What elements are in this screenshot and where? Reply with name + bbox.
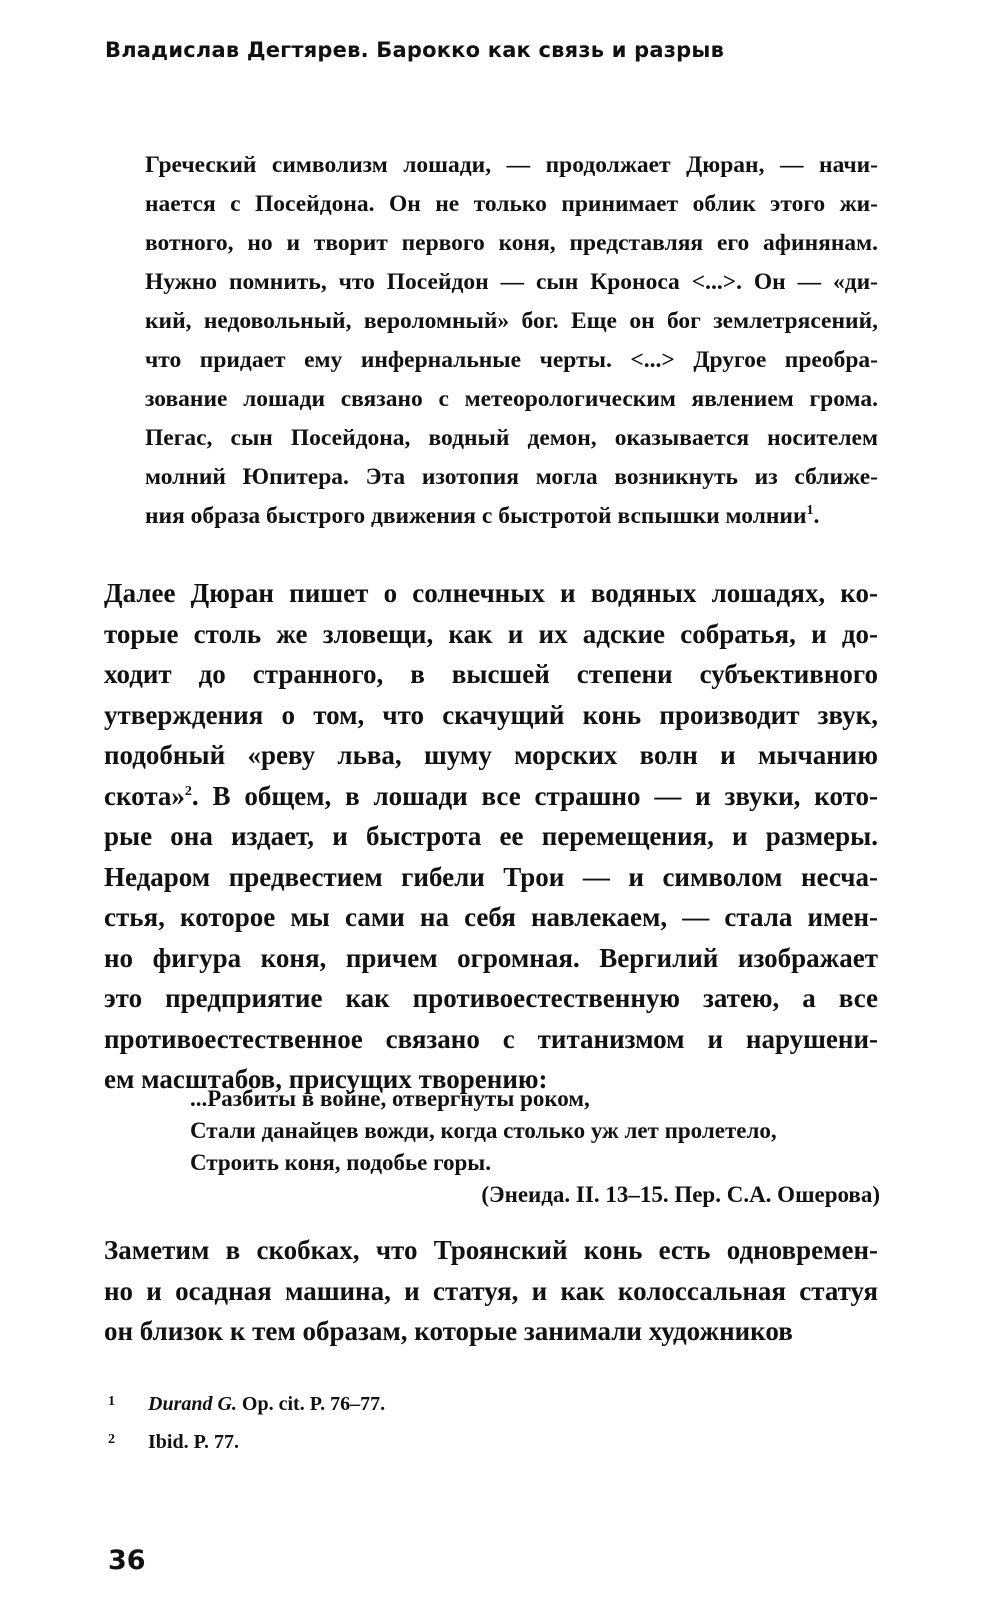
paragraph-line-start: скота»	[104, 780, 185, 811]
quote-line: Греческий символизм лошади, — продолжает Дюран, — начи-	[145, 152, 878, 178]
quote-line-text: ния образа быстрого движения с быстротой вспышки молнии	[145, 503, 807, 529]
page-number: 36	[108, 1545, 146, 1576]
footnote-mark: 2	[108, 1432, 115, 1447]
footnote-ref: 1	[806, 503, 814, 519]
quote-end-punct: .	[813, 503, 820, 529]
verse-line: ...Разбиты в войне, отвергнуты роком,	[190, 1086, 590, 1111]
footnote-author: Durand G.	[148, 1393, 237, 1415]
paragraph-line: он близок к тем образам, которые занимали художников	[104, 1316, 793, 1346]
footnote-mark: 1	[108, 1394, 115, 1409]
paragraph-line: Далее Дюран пишет о солнечных и водяных лошадях, ко-	[104, 578, 878, 608]
paragraph-line-with-ref	[104, 776, 878, 817]
quote-line: Пегас, сын Посейдона, водный демон, оказывается носителем	[145, 425, 878, 451]
paragraph-1	[104, 573, 878, 1100]
running-head: Владислав Дегтярев. Барокко как связь и разрыв	[105, 38, 725, 62]
footnote-2	[108, 1421, 385, 1459]
footnote-ref: 2	[184, 783, 192, 799]
paragraph-line: ем масштабов, присущих творению:	[104, 1064, 548, 1094]
quote-line-last	[145, 497, 878, 536]
quote-line: что придает ему инфернальные черты. <...> Другое преобра-	[145, 347, 878, 373]
paragraph-line-rest: . В общем, в лошади все страшно — и звуки, кото-	[191, 780, 878, 811]
quote-line: зование лошади связано с метеорологическим явлением грома.	[145, 386, 878, 412]
footnotes	[108, 1383, 385, 1459]
paragraph-line: рые она издает, и быстрота ее перемещения, и размеры.	[104, 821, 878, 851]
quote-line: кий, недовольный, вероломный» бог. Еще он бог землетрясений,	[145, 308, 878, 334]
paragraph-2	[104, 1230, 878, 1352]
paragraph-line: но и осадная машина, и статуя, и как колоссальная статуя	[104, 1275, 878, 1306]
footnote-text: Op. cit. P. 76–77.	[236, 1393, 386, 1415]
footnote-text: Ibid. P. 77.	[148, 1431, 239, 1453]
paragraph-line: торые столь же зловещи, как и их адские собратья, и до-	[104, 618, 878, 649]
quote-line: молний Юпитера. Эта изотопия могла возникнуть из сближе-	[145, 464, 878, 490]
verse-quote	[190, 1083, 880, 1211]
paragraph-line: подобный «реву льва, шуму морских волн и мычанию	[104, 740, 878, 770]
verse-citation: (Энеида. II. 13–15. Пер. С.А. Ошерова)	[481, 1182, 880, 1207]
paragraph-line: ходит до странного, в высшей степени субъективного	[104, 659, 878, 689]
quote-line: нается с Посейдона. Он не только принимает облик этого жи-	[145, 191, 878, 217]
paragraph-line: противоестественное связано с титанизмом и нарушени-	[104, 1023, 878, 1054]
verse-line: Стали данайцев вожди, когда столько уж лет пролетело,	[190, 1118, 777, 1143]
paragraph-line: это предприятие как противоестественную затею, а все	[104, 983, 878, 1013]
paragraph-line: но фигура коня, причем огромная. Вергилий изображает	[104, 942, 878, 973]
paragraph-line: Заметим в скобках, что Троянский конь есть одновремен-	[104, 1235, 878, 1265]
paragraph-line: утверждения о том, что скачущий конь производит звук,	[104, 699, 878, 730]
paragraph-line: стья, которое мы сами на себя навлекаем, — стала имен-	[104, 902, 878, 932]
quote-line: Нужно помнить, что Посейдон — сын Кроноса <...>. Он — «ди-	[145, 269, 878, 295]
block-quote	[145, 146, 878, 536]
verse-line: Строить коня, подобье горы.	[190, 1150, 491, 1175]
footnote-1	[108, 1383, 385, 1421]
paragraph-line: Недаром предвестием гибели Трои — и символом несча-	[104, 861, 878, 892]
quote-line: вотного, но и творит первого коня, представляя его афинянам.	[145, 230, 878, 256]
